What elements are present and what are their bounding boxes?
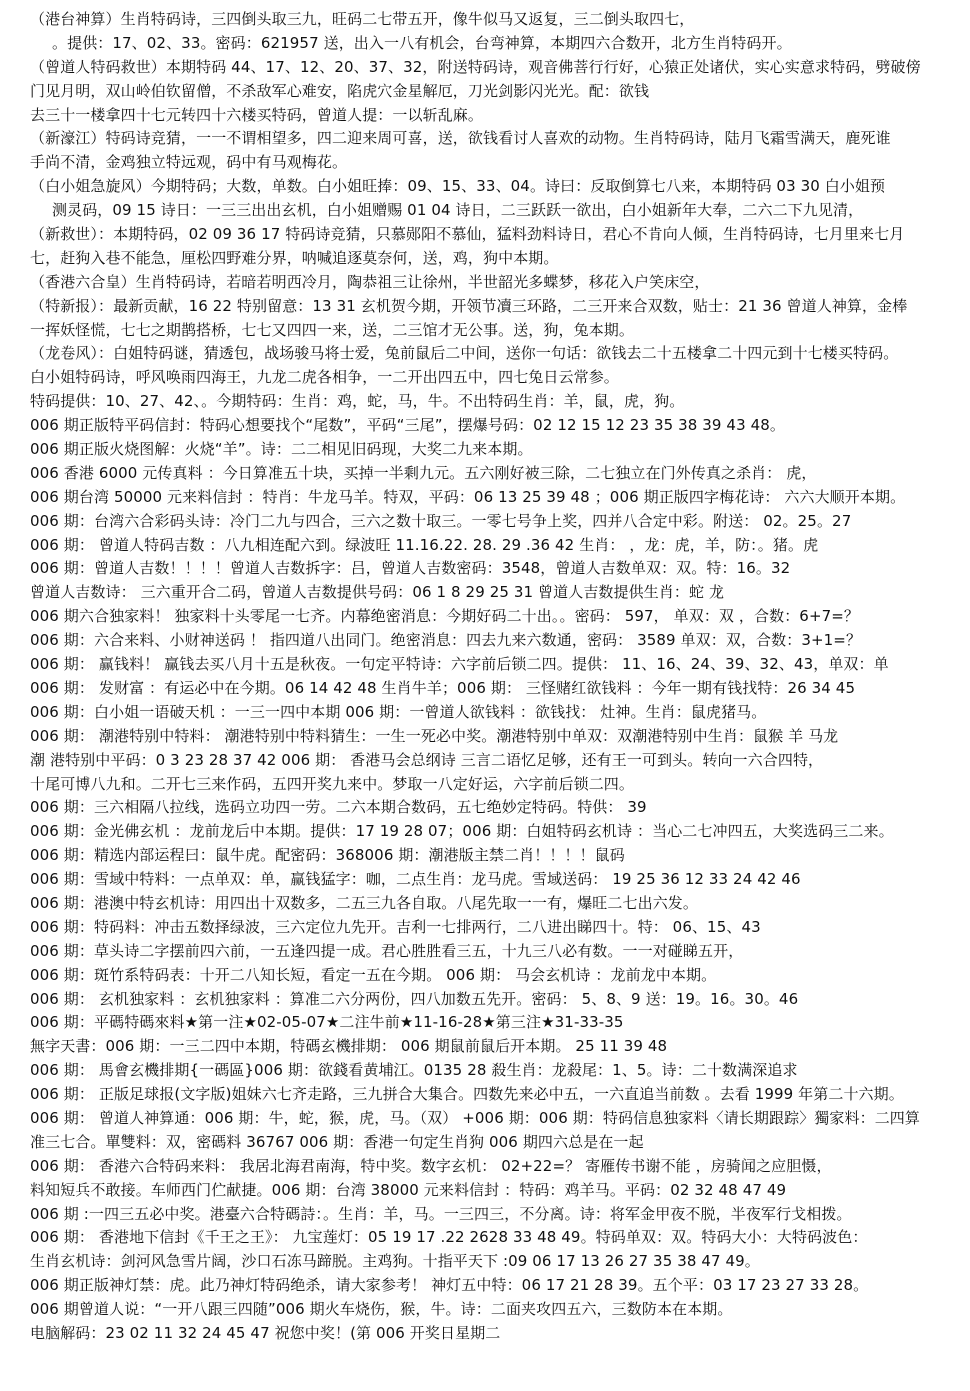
text-line: 006 期：斑竹系特码表：十开二八知长短，看定一五在今期。 006 期： 马会玄机诗 ：龙前龙中本期。 bbox=[30, 965, 717, 984]
text-line: 006 期：草头诗二字摆前四六前，一五逢四提一成。君心胜胜看三五，十九三八必有数。一一对碰睇五开， bbox=[30, 941, 744, 960]
text-line: 006 期：金光佛玄机 ：龙前龙后中本期。提供：17 19 28 07；006 期：白姐特码玄机诗 ：当心二七冲四五，大奖选码三二来。 bbox=[30, 822, 894, 841]
text-line: 006 期：白小姐一语破天机 ：一三一四中本期 006 期：一曾道人欲钱料 ：欲钱找： 灶神。生肖：鼠虎猪马。 bbox=[30, 702, 767, 721]
text-line: 门见月明，双山岭伯钦留僧，不杀敌军心难安，陷虎穴金星解厄，刀光剑影闪光光。配：欲钱 bbox=[30, 81, 650, 100]
text-line: 七，赶狗入巷不能急，厘松四野难分界，呐喊追逐莫奈何，送，鸡，狗中本期。 bbox=[30, 248, 559, 267]
text-line: （特新报）：最新贡献，16 22 特别留意：13 31 玄机贺今期，开领节凟三环路，二三开来合双数，贴士：21 36 曾道人神算，金棒 bbox=[30, 296, 908, 315]
text-line: 潮 港特别中平码：0 3 23 28 37 42 006 期： 香港马会总纲诗 三言二语忆足够，还有王一可到头。转向一六合四特， bbox=[30, 750, 824, 769]
text-line: 006 期：平碼特碼來料★第一注★02-05-07★二注牛前★11-16-28★第三注★31-33-35 bbox=[30, 1013, 624, 1032]
text-line: 006 期： 曾道人神算通：006 期：牛，蛇，猴，虎，马。（双） +006 期：006 期：特码信息独家料〈请长期跟踪〉獨家料：二四算 bbox=[30, 1108, 921, 1127]
text-line: 006 期：港澳中特玄机诗：用四出十双数多，二五三九各自取。八尾先取一一有，爆旺二七出六发。 bbox=[30, 893, 699, 912]
text-line: 006 期： 玄机独家料 ：玄机独家料 ：算准二六分两份，四八加数五先开。密码： 5、8、9 送：19。16。30。46 bbox=[30, 989, 799, 1008]
text-line: 006 期：三六相隔八拉线，选码立功四一劳。二六本期合数码，五七绝妙定特码。特供： 39 bbox=[30, 798, 647, 817]
text-line: 去三十一楼拿四十七元转四十六楼买特码，曾道人提：一以斩乱麻。 bbox=[30, 105, 484, 124]
text-line: 006 期：台湾六合彩码头诗：冷门二九与四合，三六之数十取三。一零七号争上奖，四并八合定中彩。附送： 02。25。27 bbox=[30, 511, 852, 530]
text-line: 006 期： 馬會玄機排期{一碼區}006 期：欲錢看黄埔江。0135 28 殺生肖：龙殺尾：1、5。诗：二十数满深追求 bbox=[30, 1061, 798, 1080]
text-line: （新救世）：本期特码，02 09 36 17 特码诗竞猜，只慕郧阳不慕仙，猛料劲料诗日，君心不肯向人倾，生肖特码诗，七月里来七月 bbox=[30, 225, 905, 244]
text-line: （港台神算）生肖特码诗，三四倒头取三九，旺码二七带五开，像牛似马又返复，三二倒头取四七， bbox=[30, 10, 695, 28]
text-line: 006 期 :一四三五必中奖。港臺六合特碼詩：。生肖：羊，马。一三四三，不分离。诗：将军金甲夜不脱，半夜军行戈相拨。 bbox=[30, 1204, 852, 1223]
text-line: 生肖玄机诗：剑河风急雪片阔，沙口石冻马蹄脱。主鸡狗。十指平天下 :09 06 17 13 26 27 35 38 47 49。 bbox=[30, 1252, 760, 1271]
text-line: （香港六合皇）生肖特码诗，若暗若明西冷月，陶恭祖三让徐州，半世韶光多蝶梦，移花入户笑床空， bbox=[30, 272, 710, 291]
text-line: 006 期： 潮港特别中特料： 潮港特别中特料猜生：一生一死必中奖。潮港特别中单双：双潮港特别中生肖：鼠猴 羊 马龙 bbox=[30, 726, 839, 745]
text-line: 006 期： 正版足球报(文字版)姐妹六七齐走路，三九拼合大集合。四数先来必中五，一六直追当前数 。去看 1999 年第二十六期。 bbox=[30, 1085, 904, 1104]
text-line: 006 期台湾 50000 元来料信封 ：特肖：牛龙马羊。特双，平码：06 13 25 39 48 ；006 期正版四字梅花诗： 六六大顺开本期。 bbox=[30, 487, 906, 506]
text-line: 006 期：六合来料、小财神送码 ！ 指四道八出同门。绝密消息：四去九来六数通，密码： 3589 单双：双，合数：3+1=？ bbox=[30, 631, 862, 650]
text-line: 006 期曾道人说：“一开八跟三四随”006 期火车烧伤，猴，牛。诗：二面夹攻四五六，三数防本在本期。 bbox=[30, 1300, 733, 1319]
text-line: （新濠江）特码诗竞猜，一一不谓相望多，四二迎来周可喜，送，欲钱看讨人喜欢的动物。生肖特码诗，陆月飞霜雪满天，鹿死谁 bbox=[30, 129, 891, 148]
text-line: 曾道人吉数诗： 三六重开合二码，曾道人吉数提供号码：06 1 8 29 25 31 曾道人吉数提供生肖：蛇 龙 bbox=[30, 583, 725, 602]
text-line: 十尾可博八九和。二开七三来作码，五四开奖九来中。梦取一八定好运，六字前后锁二四。 bbox=[30, 774, 635, 793]
text-line: 。提供：17、02、33。密码：621957 送，出入一八有机会，台弯神算，本期四六合数开，北方生肖特码开。 bbox=[52, 33, 792, 52]
text-line: 006 期六合独家料！ 独家料十头零尾一七齐。内幕绝密消息：今期好码二十出。。密码： 597， 单双：双 ，合数：6+7=？ bbox=[30, 607, 860, 626]
text-line: 006 期： 香港六合特码来料： 我居北海君南海，特中奖。数字玄机： 02+22=？ 寄雁传书谢不能 ，房骑闻之应胆慑， bbox=[30, 1156, 832, 1175]
text-line: 006 期： 香港地下信封《千王之王》： 九宝莲灯：05 19 17 .22 2628 33 48 49。特码单双：双。特码大小：大特码波色： bbox=[30, 1228, 868, 1247]
text-line: 一挥妖怪慌，七七之期鹊搭桥，七七又四四一来，送，二三馆才无公事。送，狗，兔本期。 bbox=[30, 320, 635, 339]
text-line: 006 期： 赢钱料！ 赢钱去买八月十五是秋夜。一句定平特诗：六字前后锁二四。提供： 11、16、24、39、32、43，单双：单 bbox=[30, 655, 889, 674]
text-line: 無字天書：006 期：一三二四中本期，特碼玄機排期： 006 期鼠前鼠后开本期。 25 11 39 48 bbox=[30, 1037, 668, 1056]
text-line: 006 期：雪域中特料：一点单双：单，赢钱猛字：咖，二点生肖：龙马虎。雪域送码： 19 25 36 12 33 24 42 46 bbox=[30, 870, 801, 889]
text-line: 测灵码，09 15 诗日：一三三出出玄机，白小姐赠赐 01 04 诗日，二三跃跃一欲出，白小姐新年大奉，二六二下九见清， bbox=[52, 201, 864, 220]
text-line: 006 期：特码料：冲击五数择绿波，三六定位九先开。吉利一七排两行，二八进出睇四十。特： 06、15、43 bbox=[30, 917, 761, 936]
text-line: 准三七合。單雙料：双，密碼料 36767 006 期：香港一句定生肖狗 006 期四六总是在一起 bbox=[30, 1132, 644, 1151]
text-line: 006 期：曾道人吉数！！！！曾道人吉数拆字：吕，曾道人吉数密码：3548，曾道人吉数单双：双。特：16。32 bbox=[30, 559, 791, 578]
text-line: （龙卷风）：白姐特码谜，猜透包，战场骏马将士爱，兔前鼠后二中间，送你一句话：欲钱去二十五楼拿二十四元到十七楼买特码。 bbox=[30, 344, 899, 363]
text-line: 手尚不清，金鸡独立特远观，码中有马观梅花。 bbox=[30, 153, 348, 172]
text-line: 料知短兵不敢接。车师西门伫献捷。006 期：台湾 38000 元来料信封 ：特码：鸡羊马。平码：02 32 48 47 49 bbox=[30, 1180, 787, 1199]
text-line: （白小姐急旋风）今期特码；大数，单数。白小姐旺捧：09、15、33、04。诗曰：反取倒算七八来，本期特码 03 30 白小姐预 bbox=[30, 177, 886, 196]
text-line: 特码提供：10、27、42、。今期特码：生肖：鸡，蛇，马，牛。不出特码生肖：羊，鼠，虎，狗。 bbox=[30, 392, 685, 411]
text-line: 白小姐特码诗，呼风唤雨四海王，九龙二虎各相争，一二开出四五中，四七兔日云常参。 bbox=[30, 368, 619, 387]
text-line: 006 期： 曾道人特码吉数 ：八九相连配六到。绿波旺 11.16.22. 28. 29 .36 42 生肖： ，龙：虎，羊，防：。猪。虎 bbox=[30, 535, 819, 554]
text-line: 006 期正版特平码信封：特码心想要找个“尾数”，平码“三尾”，摆爆号码：02 12 15 12 23 35 38 39 43 48。 bbox=[30, 416, 785, 435]
text-line: 006 香港 6000 元传真料 ：今日算准五十块，买掉一半剩九元。五六刚好被三除，二七独立在门外传真之杀肖： 虎， bbox=[30, 463, 817, 482]
text-line bbox=[30, 1346, 956, 1370]
text-line: 006 期： 发财富 ：有运必中在今期。06 14 42 48 生肖牛羊；006 期： 三怪赌红欲钱料 ：今年一期有钱找特：26 34 45 bbox=[30, 678, 856, 697]
text-line: 006 期正版火烧图解：火烧“羊”。诗：二二相见旧码现，大奖二九来本期。 bbox=[30, 440, 533, 459]
text-line: 电脑解码：23 02 11 32 24 45 47 祝您中奖！(第 006 开奖日星期二 bbox=[30, 1323, 501, 1342]
text-line: 006 期正版神灯禁：虎。此乃神灯特码绝杀，请大家参考！ 神灯五中特：06 17 21 28 39。五个平：03 17 23 27 33 28。 bbox=[30, 1276, 869, 1295]
text-line: （曾道人特码救世）本期特码 44、17、12、20、37、32，附送特码诗，观音佛菩行行好，心猿正处诸伏，实心实意求特码，劈破傍 bbox=[30, 57, 921, 76]
text-line: 006 期：精选内部运程曰：鼠牛虎。配密码：368006 期：潮港版主禁二肖！！！！鼠码 bbox=[30, 846, 625, 865]
